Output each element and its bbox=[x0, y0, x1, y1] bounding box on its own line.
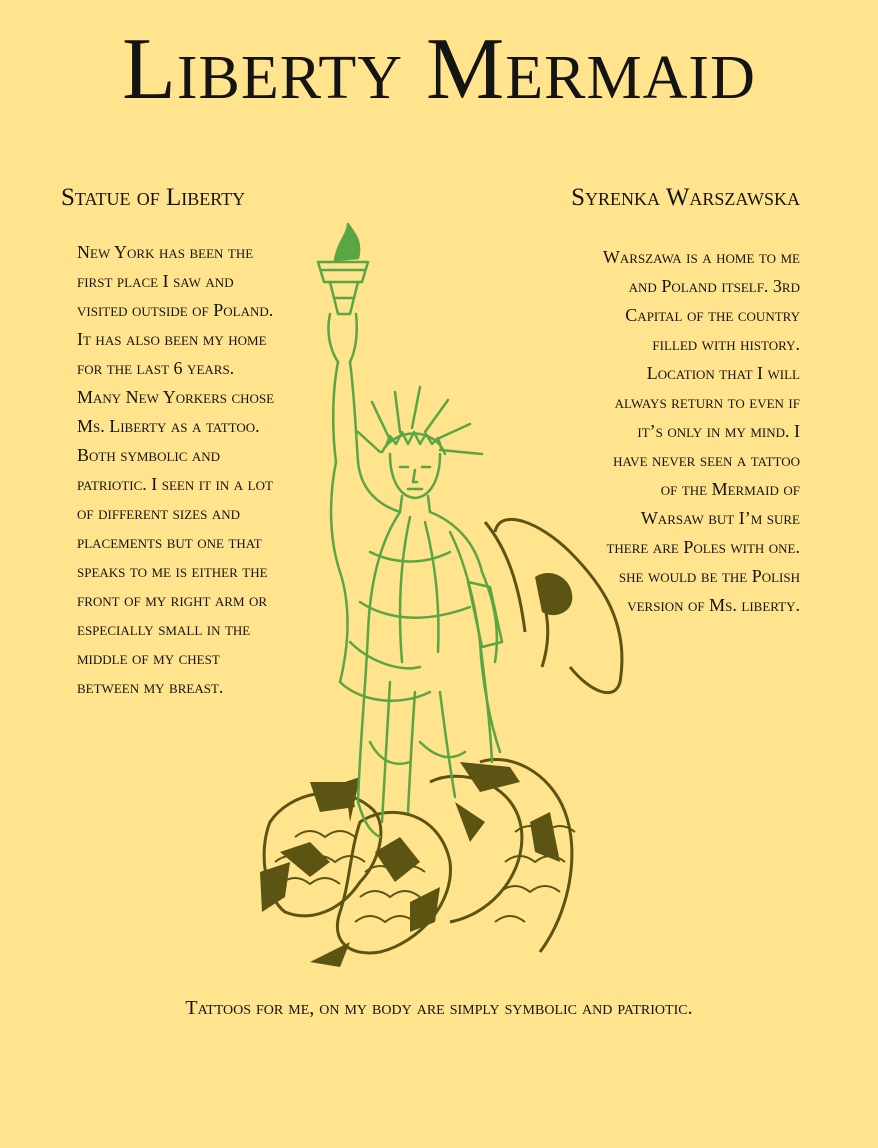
right-paragraph: Warszawa is a home to me and Poland itself. 3rd Capital of the country filled with history. Location that I will always return to even if it’s only in my mind. I have never seen a tattoo of the Mermaid of Warsaw but I’m sure there are Poles with one. she would be the Polish version of Ms. liberty. bbox=[602, 247, 800, 615]
mermaid-tail-illustration bbox=[260, 519, 622, 967]
right-heading: Syrenka Warszawska bbox=[571, 184, 800, 211]
page-title: Liberty Mermaid bbox=[122, 21, 756, 118]
statue-of-liberty-illustration bbox=[318, 224, 502, 837]
left-paragraph: New York has been the first place I saw and visited outside of Poland. It has also been my home for the last 6 years. Many New Yorkers chose Ms. Liberty as a tattoo. Both symbolic and patriotic. I seen it in a lot of different sizes and placements but one that speaks to me is either the front of my right arm or especially small in the middle of my chest between my breast. bbox=[77, 242, 275, 697]
footer-caption: Tattoos for me, on my body are simply symbolic and patriotic. bbox=[185, 997, 693, 1019]
liberty-mermaid-illustration bbox=[250, 222, 630, 982]
left-heading: Statue of Liberty bbox=[61, 184, 246, 211]
